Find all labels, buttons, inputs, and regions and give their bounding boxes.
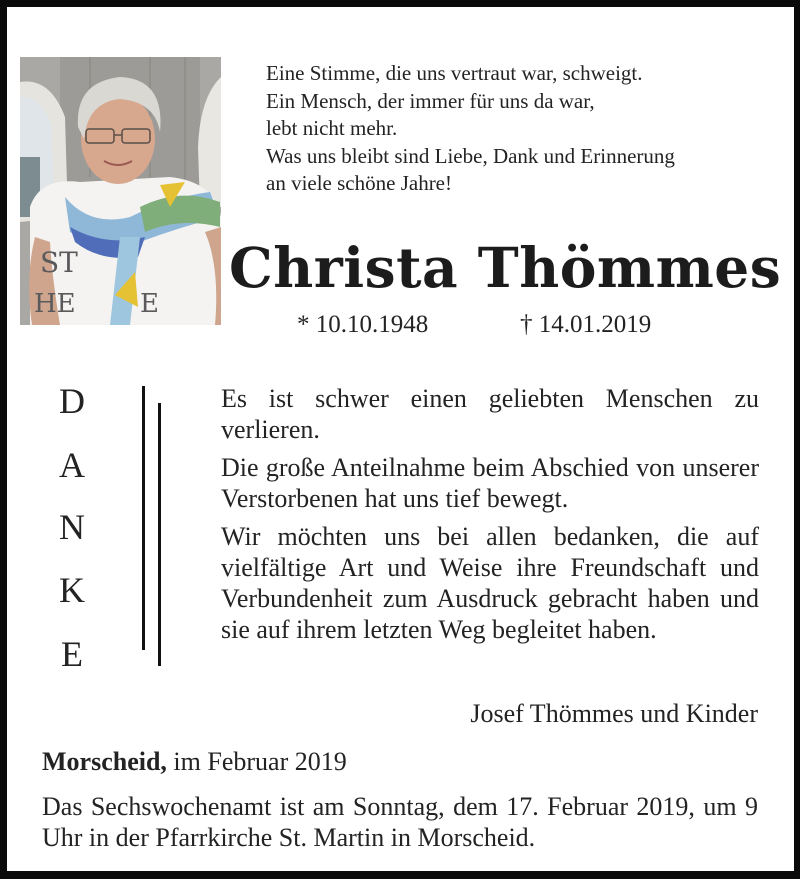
thanks-paragraph: Die große Anteilnahme beim Abschied von unserer Verstorbenen hat uns tief bewegt. <box>221 453 759 513</box>
death-date: † 14.01.2019 <box>520 311 652 338</box>
svg-text:E: E <box>140 289 159 319</box>
danke-letter: A <box>59 445 85 485</box>
thanks-paragraph: Es ist schwer einen geliebten Menschen zu verlieren. <box>221 384 759 444</box>
svg-text:ST: ST <box>40 246 78 279</box>
portrait-photo <box>20 57 221 325</box>
thanks-paragraph: Wir möchten uns bei allen bedanken, die auf vielfältige Art und Weise ihre Freundschaft und Verbundenheit zum Ausdruck gebracht haben und sie auf ihrem letzten Weg begleitet haben. <box>221 522 759 644</box>
signature: Josef Thömmes und Kinder <box>470 699 758 728</box>
birth-date: * 10.10.1948 <box>297 311 429 338</box>
place-date-line <box>42 747 347 777</box>
divider-line-left <box>142 386 145 650</box>
poem-line: Was uns bleibt sind Liebe, Dank und Erinnerung <box>266 143 675 168</box>
poem-line: an viele schöne Jahre! <box>266 171 452 195</box>
service-announcement: Das Sechswochenamt ist am Sonntag, dem 17. Februar 2019, um 9 Uhr in der Pfarrkirche St. Martin in Morscheid. <box>42 792 758 852</box>
portrait-illustration <box>20 57 221 325</box>
date-text: im Februar 2019 <box>166 747 347 776</box>
svg-text:HE: HE <box>34 289 76 319</box>
place-name: Morscheid, <box>42 747 167 776</box>
danke-letter: E <box>61 634 83 674</box>
thanks-text <box>221 383 759 652</box>
divider-line-right <box>158 403 161 666</box>
danke-letter: D <box>59 381 85 421</box>
poem-line: Ein Mensch, der immer für uns da war, <box>266 88 595 113</box>
poem <box>266 60 786 198</box>
danke-letter: K <box>59 570 85 610</box>
poem-line: Eine Stimme, die uns vertraut war, schweigt. <box>266 61 643 85</box>
deceased-name: Christa Thömmes <box>229 235 782 300</box>
poem-line: lebt nicht mehr. <box>266 116 398 140</box>
danke-letter: N <box>59 507 85 547</box>
